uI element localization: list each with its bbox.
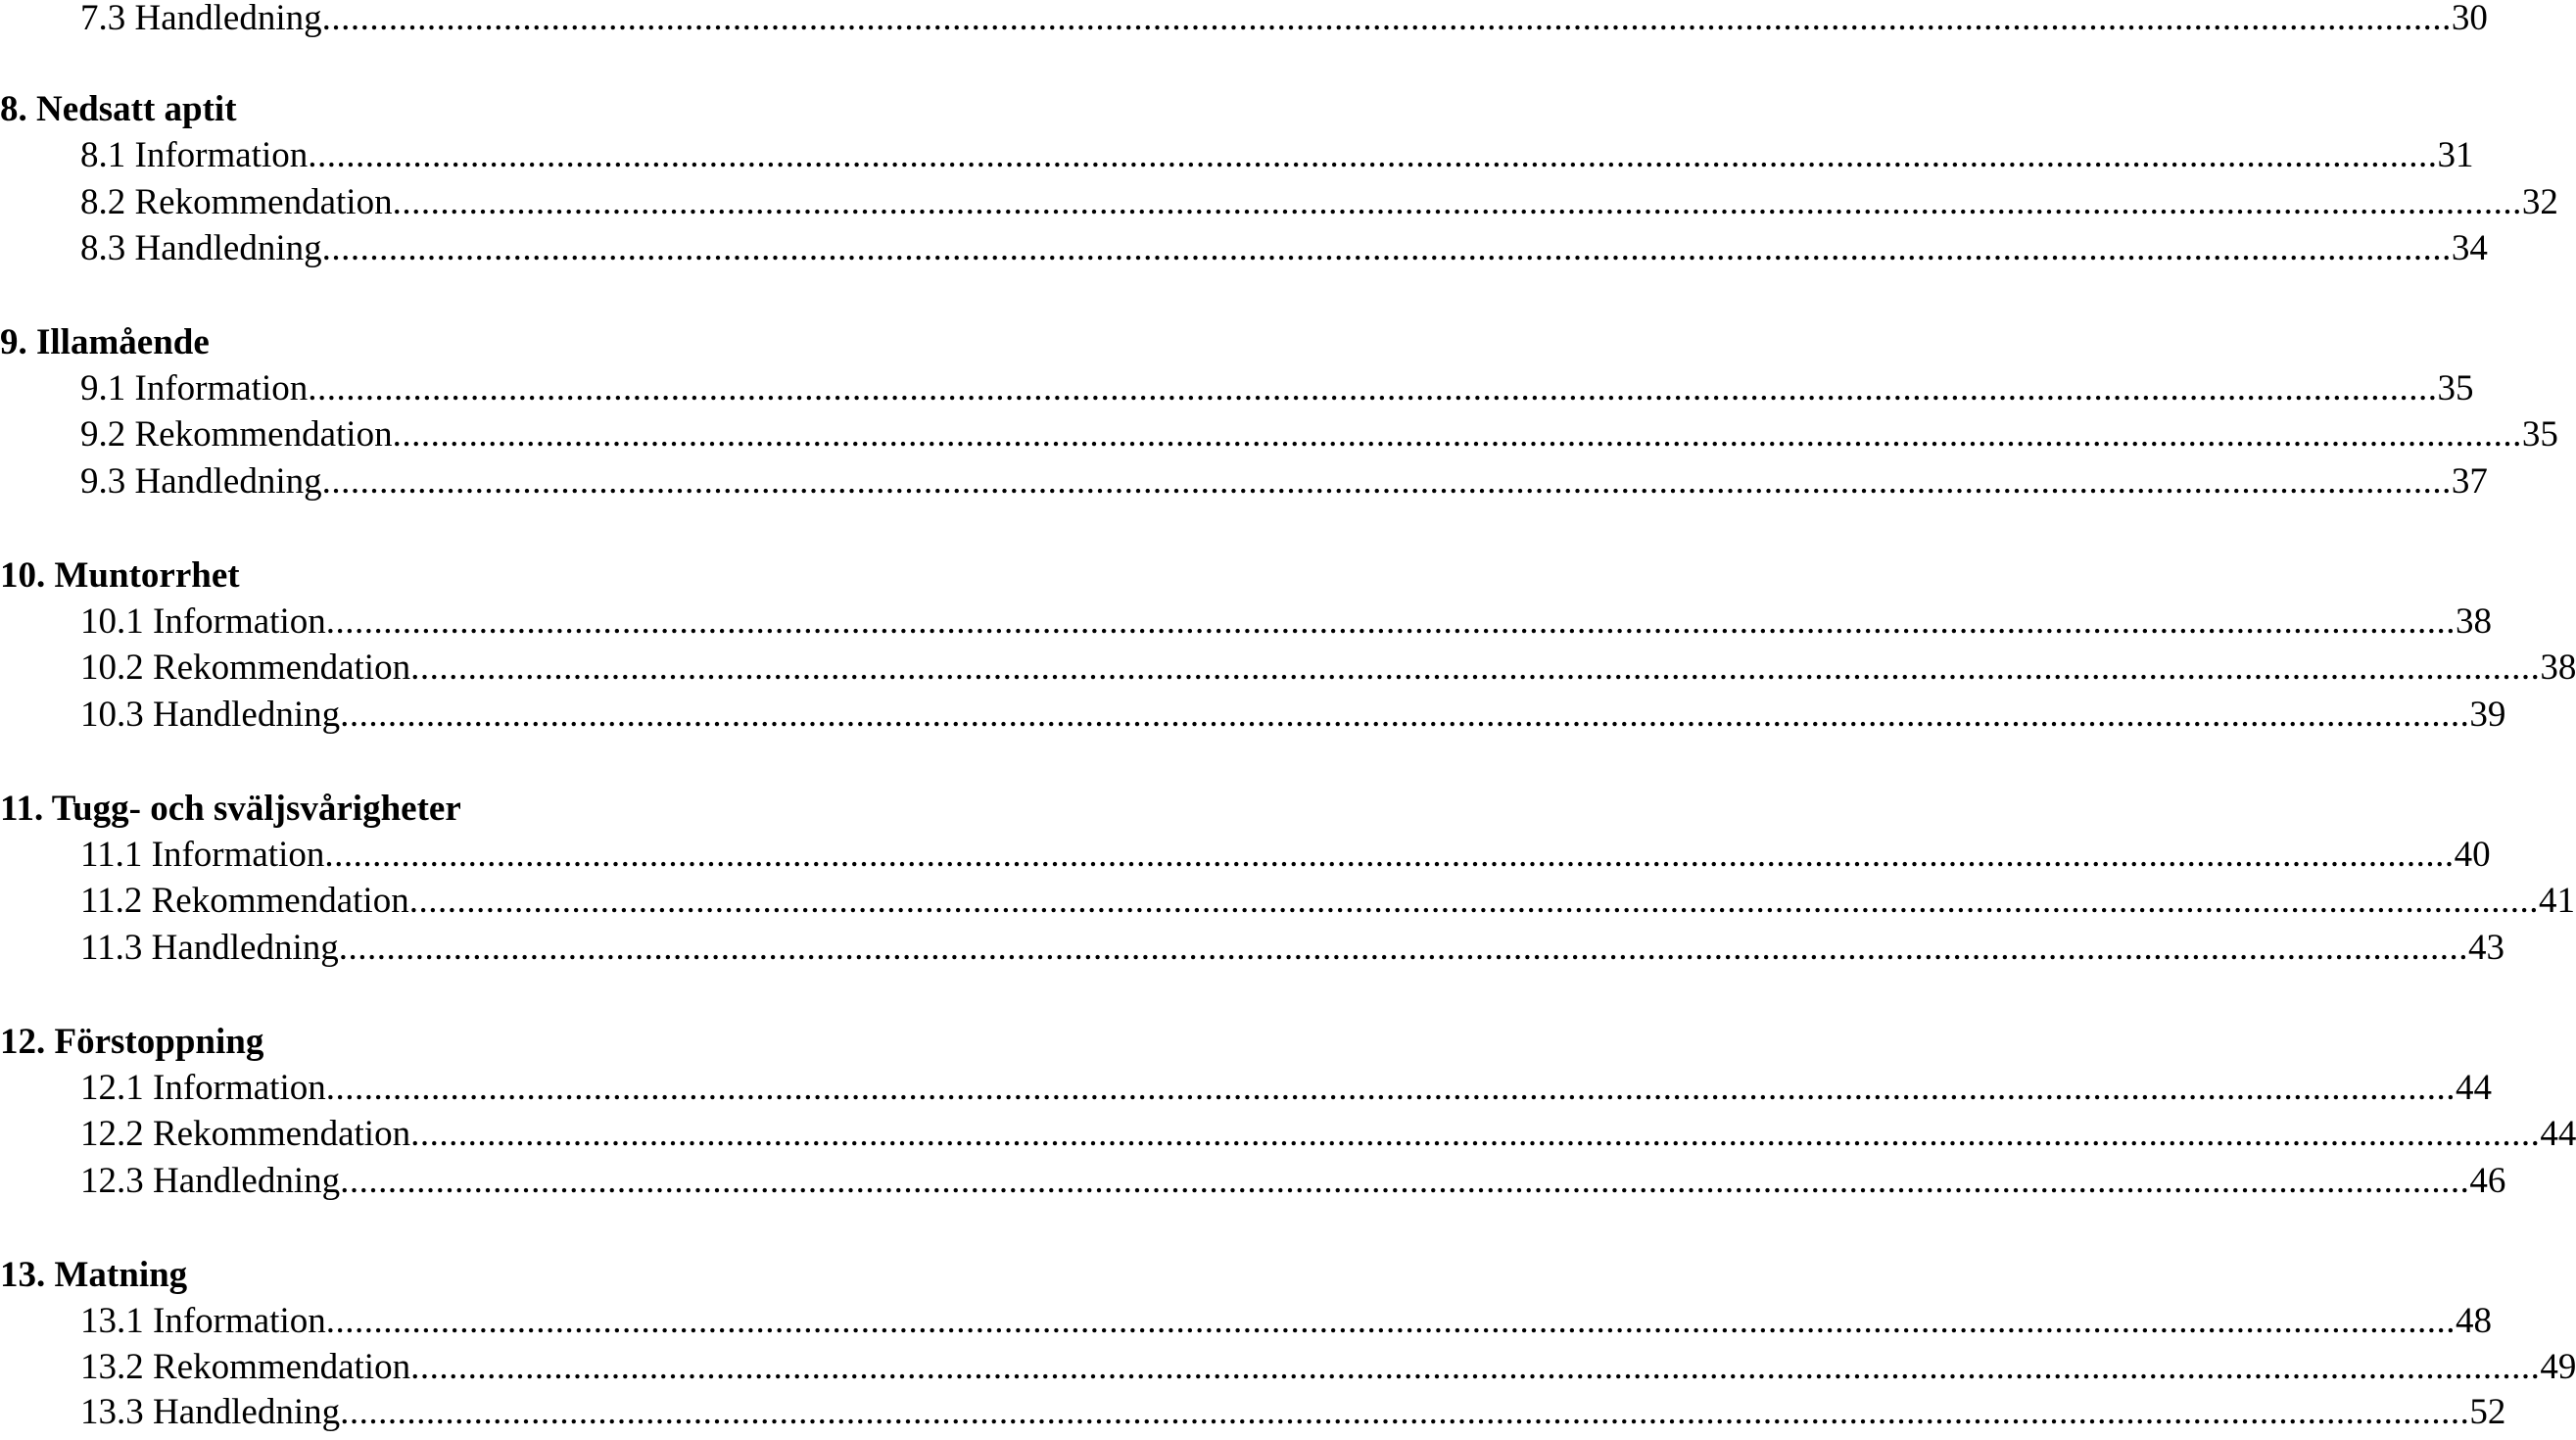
dot-leader: ............................................................................................................................................................................................................................... bbox=[340, 1392, 2470, 1432]
toc-entry-label: 12.3 Handledning bbox=[80, 1161, 341, 1201]
toc-entry-label: 8.1 Information bbox=[80, 135, 309, 175]
toc-section-heading[interactable]: 10. Muntorrhet bbox=[0, 555, 240, 596]
toc-entry-page: 39 bbox=[2469, 695, 2506, 735]
toc-section-heading[interactable]: 12. Förstoppning bbox=[0, 1022, 264, 1062]
toc-entry-page: 44 bbox=[2540, 1114, 2576, 1154]
toc-entry-page: 31 bbox=[2437, 135, 2474, 175]
toc-entry-label: 11.2 Rekommendation bbox=[80, 881, 409, 921]
dot-leader: ............................................................................................................................................................................................................................... bbox=[410, 1347, 2541, 1387]
toc-entry-page: 44 bbox=[2455, 1068, 2492, 1108]
toc-entry[interactable] bbox=[80, 411, 2558, 458]
dot-leader: ............................................................................................................................................................................................................................... bbox=[321, 0, 2452, 38]
toc-entry[interactable] bbox=[80, 692, 2506, 739]
toc-entry-7-3[interactable] bbox=[80, 0, 2488, 42]
toc-entry-label: 12.2 Rekommendation bbox=[80, 1114, 411, 1154]
toc-entry-label: 8.2 Rekommendation bbox=[80, 182, 393, 222]
toc-entry-label: 10.2 Rekommendation bbox=[80, 648, 411, 688]
dot-leader: ............................................................................................................................................................................................................................... bbox=[392, 182, 2522, 222]
dot-leader: ............................................................................................................................................................................................................................... bbox=[338, 928, 2469, 968]
toc-entry-page: 40 bbox=[2454, 835, 2491, 875]
toc-entry-label: 10.3 Handledning bbox=[80, 695, 341, 735]
toc-entry-label: 9.2 Rekommendation bbox=[80, 414, 393, 455]
toc-entry[interactable] bbox=[80, 458, 2488, 505]
toc-entry-page: 46 bbox=[2469, 1161, 2506, 1201]
toc-entry-page: 38 bbox=[2540, 648, 2576, 688]
dot-leader: ............................................................................................................................................................................................................................... bbox=[392, 414, 2522, 455]
toc-entry-label: 11.3 Handledning bbox=[80, 928, 339, 968]
toc-entry[interactable] bbox=[80, 1298, 2492, 1345]
toc-entry[interactable] bbox=[80, 1344, 2576, 1391]
dot-leader: ............................................................................................................................................................................................................................... bbox=[340, 695, 2470, 735]
toc-entry-page: 32 bbox=[2521, 182, 2558, 222]
toc-entry[interactable] bbox=[80, 365, 2474, 412]
toc-section-heading[interactable]: 11. Tugg- och sväljsvårigheter bbox=[0, 789, 461, 829]
toc-entry-label: 7.3 Handledning bbox=[80, 0, 322, 38]
toc-entry-page: 37 bbox=[2451, 461, 2488, 502]
toc-entry-page: 48 bbox=[2455, 1301, 2492, 1341]
toc-entry-page: 35 bbox=[2521, 414, 2558, 455]
dot-leader: ............................................................................................................................................................................................................................... bbox=[325, 1301, 2456, 1341]
toc-entry[interactable] bbox=[80, 1158, 2506, 1205]
dot-leader: ............................................................................................................................................................................................................................... bbox=[321, 228, 2452, 268]
toc-entry-page: 30 bbox=[2451, 0, 2488, 38]
toc-entry-page: 41 bbox=[2538, 881, 2575, 921]
toc-entry-label: 13.2 Rekommendation bbox=[80, 1347, 411, 1387]
toc-section-heading[interactable]: 13. Matning bbox=[0, 1255, 188, 1295]
toc-entry[interactable] bbox=[80, 225, 2488, 272]
toc-entry[interactable] bbox=[80, 1389, 2506, 1436]
dot-leader: ............................................................................................................................................................................................................................... bbox=[340, 1161, 2470, 1201]
toc-entry-page: 49 bbox=[2540, 1347, 2576, 1387]
toc-entry-label: 13.1 Information bbox=[80, 1301, 326, 1341]
toc-entry-label: 9.3 Handledning bbox=[80, 461, 322, 502]
toc-entry-label: 13.3 Handledning bbox=[80, 1392, 341, 1432]
toc-entry-page: 43 bbox=[2468, 928, 2505, 968]
dot-leader: ............................................................................................................................................................................................................................... bbox=[321, 461, 2452, 502]
toc-entry[interactable] bbox=[80, 878, 2575, 925]
toc-section-heading[interactable]: 9. Illamående bbox=[0, 322, 210, 362]
dot-leader: ............................................................................................................................................................................................................................... bbox=[308, 135, 2438, 175]
toc-section-heading[interactable]: 8. Nedsatt aptit bbox=[0, 89, 237, 129]
toc-entry-page: 52 bbox=[2469, 1392, 2506, 1432]
toc-entry-label: 8.3 Handledning bbox=[80, 228, 322, 268]
toc-entry[interactable] bbox=[80, 832, 2491, 879]
dot-leader: ............................................................................................................................................................................................................................... bbox=[324, 835, 2455, 875]
toc-entry[interactable] bbox=[80, 599, 2492, 646]
toc-entry-page: 35 bbox=[2437, 368, 2474, 408]
toc-entry[interactable] bbox=[80, 645, 2576, 692]
toc-entry[interactable] bbox=[80, 132, 2474, 179]
toc-entry-label: 11.1 Information bbox=[80, 835, 325, 875]
dot-leader: ............................................................................................................................................................................................................................... bbox=[325, 1068, 2456, 1108]
toc-entry[interactable] bbox=[80, 1065, 2492, 1112]
dot-leader: ............................................................................................................................................................................................................................... bbox=[325, 601, 2456, 642]
toc-entry-page: 34 bbox=[2451, 228, 2488, 268]
toc-entry-label: 9.1 Information bbox=[80, 368, 309, 408]
dot-leader: ............................................................................................................................................................................................................................... bbox=[308, 368, 2438, 408]
toc-entry[interactable] bbox=[80, 925, 2505, 972]
toc-entry[interactable] bbox=[80, 1111, 2576, 1158]
dot-leader: ............................................................................................................................................................................................................................... bbox=[410, 648, 2541, 688]
dot-leader: ............................................................................................................................................................................................................................... bbox=[408, 881, 2539, 921]
toc-entry-page: 38 bbox=[2455, 601, 2492, 642]
toc-entry-label: 10.1 Information bbox=[80, 601, 326, 642]
dot-leader: ............................................................................................................................................................................................................................... bbox=[410, 1114, 2541, 1154]
toc-entry[interactable] bbox=[80, 179, 2558, 226]
toc-entry-label: 12.1 Information bbox=[80, 1068, 326, 1108]
